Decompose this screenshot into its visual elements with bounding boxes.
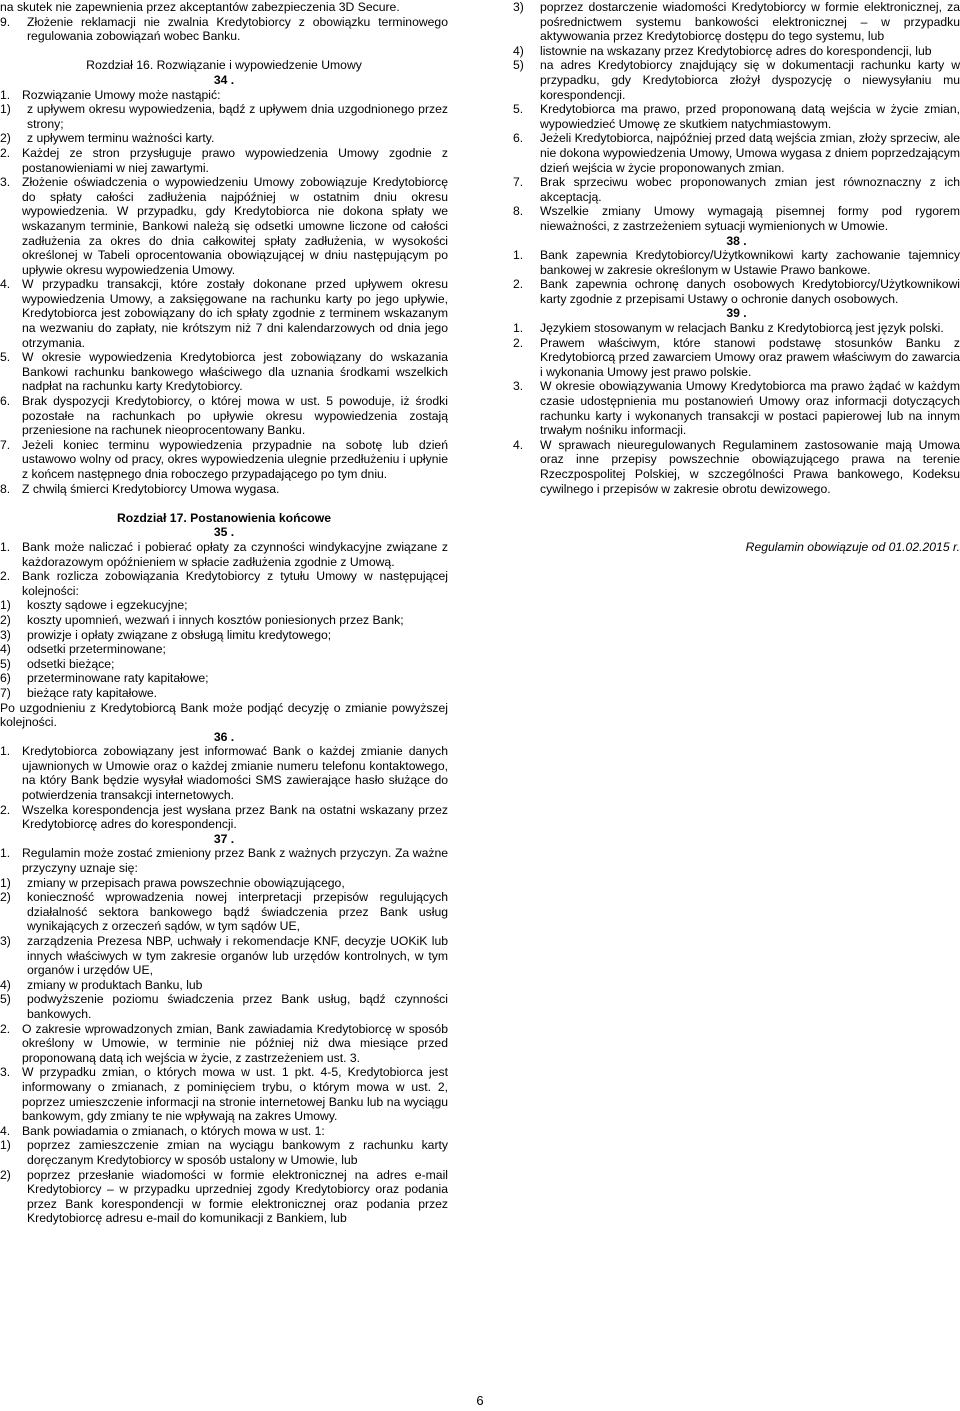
list-number: 7.: [513, 175, 524, 190]
list-text: W okresie obowiązywania Umowy Kredytobiorca ma prawo żądać w każdym czasie udostępnienia mu postanowień Umowy oraz informacji dotyczących rachunku karty i wykonanych transakcji w postaci papierowej lub na innym trwałym nośniku informacji.: [540, 379, 960, 438]
list-item: [513, 44, 960, 59]
list-number: 6.: [513, 131, 524, 146]
list-text: W przypadku zmian, o których mowa w ust. 1 pkt. 4-5, Kredytobiorca jest informowany o zmianach, z pominięciem trybu, o którym mowa w ust. 2, poprzez umieszczenie informacji na stronie internetowej Banku lub na wyciągu bankowym, gdy zmiany te nie wpływają na zakres Umowy.: [22, 1065, 448, 1124]
list-number: 1.: [0, 744, 11, 759]
list-item: [513, 131, 960, 175]
list-number: 4.: [0, 277, 11, 292]
list-number: 5): [513, 58, 524, 73]
list-text: poprzez dostarczenie wiadomości Kredytobiorcy w formie elektronicznej, za pośrednictwem systemu bankowości elektronicznej – w przypadku aktywowania przez Kredytobiorcę dostępu do tego systemu, lub: [540, 0, 960, 44]
list-text: W okresie wypowiedzenia Kredytobiorca jest zobowiązany do wskazania Bankowi rachunku bankowego właściwego dla uznania środkami wszelkich nadpłat na rachunku karty Kredytobiorcy.: [22, 350, 448, 394]
list-number: 2.: [0, 1021, 11, 1036]
list-number: 2): [0, 890, 11, 905]
list-text: Bank rozlicza zobowiązania Kredytobiorcy z tytułu Umowy w następującej kolejności:: [22, 569, 448, 598]
list-number: 7.: [0, 437, 11, 452]
list-item: [0, 1065, 448, 1123]
list-number: 1): [0, 102, 11, 117]
list-item: [513, 438, 960, 496]
list-text: na adres Kredytobiorcy znajdujący się w dokumentacji rachunku karty w przypadku, gdy Kredytobiorca złożył dyspozycję o niewysyłaniu mu korespondencji.: [540, 58, 960, 102]
list-number: 1.: [0, 539, 11, 554]
section-heading: 35 .: [213, 525, 235, 540]
list-number: 2.: [0, 802, 11, 817]
paragraph: na skutek nie zapewnienia przez akceptantów zabezpieczenia 3D Secure.: [0, 0, 400, 14]
list-text: Regulamin może zostać zmieniony przez Bank z ważnych przyczyn. Za ważne przyczyny uznaje się:: [22, 846, 448, 876]
list-text: W sprawach nieuregulowanych Regulaminem zastosowanie mają Umowa oraz inne przepisy powszechnie obowiązującego prawa na terenie Rzeczpospolitej Polskiej, w szczególności Prawa bankowego, Kodeksu cywilnego i przepisów w zakresie obrotu dewizowego.: [540, 437, 960, 496]
list-text: Bank zapewnia ochronę danych osobowych Kredytobiorcy/Użytkownikowi karty zgodnie z przepisami Ustawy o ochronie danych osobowych.: [540, 277, 960, 306]
list-item: [513, 175, 960, 204]
list-item: [0, 657, 448, 672]
list-text: prowizje i opłaty związane z obsługą limitu kredytowego;: [27, 627, 332, 642]
list-text: Rozwiązanie Umowy może nastąpić:: [22, 87, 221, 102]
list-item: [0, 1138, 448, 1167]
list-number: 3.: [513, 379, 524, 394]
list-number: 1.: [0, 87, 11, 102]
list-number: 3.: [0, 1065, 11, 1080]
list-text: odsetki bieżące;: [27, 656, 115, 671]
list-text: Brak dyspozycji Kredytobiorcy, o której mowa w ust. 5 powoduje, iż środki pozostałe na rachunkach po upływie okresu wypowiedzenia zostają przeniesione na rachunek nieoprocentowany Banku.: [22, 394, 448, 438]
list-item: [0, 102, 448, 131]
list-number: 2): [0, 1167, 11, 1182]
list-item: [0, 482, 448, 497]
list-item: [0, 890, 448, 934]
list-item: [513, 0, 960, 44]
list-text: z upływem okresu wypowiedzenia, bądź z upływem dnia uzgodnionego przez strony;: [27, 102, 448, 131]
list-text: przeterminowane raty kapitałowe;: [27, 671, 209, 686]
list-number: 9.: [0, 14, 11, 29]
list-text: poprzez zamieszczenie zmian na wyciągu bankowym z rachunku karty doręczanym Kredytobiorcy w sposób ustalony w Umowie, lub: [27, 1138, 448, 1167]
list-text: Z chwilą śmierci Kredytobiorcy Umowa wygasa.: [22, 481, 280, 496]
effective-date: Regulamin obowiązuje od 01.02.2015 r.: [745, 539, 960, 554]
list-text: Złożenie reklamacji nie zwalnia Kredytobiorcy z obowiązku terminowego regulowania zobowiązań wobec Banku.: [27, 14, 448, 44]
list-text: Złożenie oświadczenia o wypowiedzeniu Umowy zobowiązuje Kredytobiorcę do spłaty całości zadłużenia najpóźniej w ostatnim dniu okresu wypowiedzenia. W przypadku, gdy Kredytobiorca nie dokona spłaty we wskazanym terminie, Bankowi należą się odsetki umowne liczone od całości zadłużenia za okres do dnia całkowitej spłaty zadłużenia, w wysokości określonej w Tabeli oprocentowania obowiązującej w dniu następującym po upływie okresu wypowiedzenia Umowy.: [22, 175, 448, 277]
list-text: Prawem właściwym, które stanowi podstawę stosunków Banku z Kredytobiorcą przed zawarciem Umowy oraz prawem właściwym do zawarcia i wykonania Umowy jest prawo polskie.: [540, 335, 960, 379]
page-number: 6: [476, 1393, 484, 1408]
list-item: [513, 277, 960, 306]
list-text: koszty sądowe i egzekucyjne;: [27, 598, 188, 613]
list-number: 2.: [513, 277, 524, 292]
list-number: 4.: [0, 1123, 11, 1138]
list-text: Bank zapewnia Kredytobiorcy/Użytkownikowi karty zachowanie tajemnicy bankowej w zakresie określonym w Ustawie Prawo bankowe.: [540, 248, 960, 277]
list-item: [0, 569, 448, 598]
list-item: [513, 102, 960, 131]
paragraph: Po uzgodnieniu z Kredytobiorcą Bank może podjąć decyzję o zmianie powyższej kolejności.: [0, 700, 448, 730]
list-item: [0, 1124, 448, 1139]
list-item: [0, 744, 448, 802]
list-item: [0, 146, 448, 175]
list-item: [0, 628, 448, 643]
list-number: 4): [0, 642, 11, 657]
list-number: 2.: [0, 569, 11, 584]
list-number: 5.: [0, 350, 11, 365]
list-number: 3): [0, 934, 11, 948]
list-text: konieczność wprowadzenia nowej interpretacji przepisów regulujących działalność sektora bankowego bądź świadczenia przez Bank usług wynikających z orzeczeń sądów, w tym sądów UE,: [27, 890, 448, 934]
list-number: 1): [0, 875, 11, 890]
list-text: Jeżeli Kredytobiorca, najpóźniej przed datą wejścia zmian, złoży sprzeciw, ale nie dokona wypowiedzenia Umowy, Umowa wygasa z dniem poprzedzającym dzień wejścia w życie proponowanych zmian.: [540, 131, 960, 175]
list-item: [0, 131, 448, 146]
list-text: W przypadku transakcji, które zostały dokonane przed upływem okresu wypowiedzenia Umowy, a zaksięgowane na rachunku karty po jego upływie, Kredytobiorca jest zobowiązany do ich spłaty zgodnie z terminem wskazanym na wezwaniu do zapłaty, nie krótszym niż 7 dni kalendarzowych od dnia jego otrzymania.: [22, 277, 448, 350]
left-column: [0, 0, 448, 1226]
list-item: [0, 992, 448, 1021]
chapter-heading: Rozdział 16. Rozwiązanie i wypowiedzenie Umowy: [86, 58, 362, 73]
list-number: 7): [0, 685, 11, 700]
right-column: [513, 0, 960, 555]
list-item: [0, 175, 448, 277]
list-text: podwyższenie poziomu świadczenia przez Bank usług, bądź czynności bankowych.: [27, 992, 448, 1021]
list-text: Jeżeli koniec terminu wypowiedzenia przypadnie na sobotę lub dzień ustawowo wolny od pracy, okres wypowiedzenia ulegnie przedłużeniu i upłynie z końcem następnego dnia roboczego przypadającego po tym dniu.: [22, 437, 448, 481]
list-item: [0, 277, 448, 350]
list-text: Wszelkie zmiany Umowy wymagają pisemnej formy pod rygorem nieważności, z zastrzeżeniem sytuacji wymienionych w Umowie.: [540, 204, 960, 233]
list-item: [0, 978, 448, 993]
list-number: 1): [0, 1138, 11, 1153]
list-text: Bank powiadamia o zmianach, o których mowa w ust. 1:: [22, 1123, 325, 1138]
list-text: zmiany w przepisach prawa powszechnie obowiązującego,: [27, 875, 345, 890]
list-number: 4): [513, 43, 524, 58]
list-number: 1): [0, 598, 11, 613]
list-item: [0, 88, 448, 103]
list-number: 6.: [0, 394, 11, 409]
list-number: 5.: [513, 102, 524, 117]
list-number: 4.: [513, 437, 524, 452]
list-item: [513, 321, 960, 336]
list-number: 2): [0, 612, 11, 627]
list-item: [513, 248, 960, 277]
list-number: 3): [513, 0, 524, 14]
list-item: [513, 336, 960, 380]
list-number: 2): [0, 131, 11, 146]
list-number: 1.: [513, 321, 524, 336]
section-heading: 37 .: [213, 831, 235, 846]
section-heading: 39 .: [726, 306, 747, 321]
list-item: [0, 15, 448, 44]
list-item: [0, 438, 448, 482]
list-item: [0, 350, 448, 394]
list-text: zarządzenia Prezesa NBP, uchwały i rekomendacje KNF, decyzje UOKiK lub innych właściwych w tym zakresie organów lub urzędów kontrolnych, w tym organów i urzędów UE,: [27, 934, 448, 978]
section-heading: 36 .: [213, 729, 235, 744]
list-text: listownie na wskazany przez Kredytobiorcę adres do korespondencji, lub: [540, 43, 932, 58]
list-item: [0, 394, 448, 438]
list-item: [0, 686, 448, 701]
list-item: [0, 671, 448, 686]
list-item: [0, 934, 448, 978]
list-text: poprzez przesłanie wiadomości w formie elektronicznej na adres e-mail Kredytobiorcy – w przypadku uprzedniej zgody Kredytobiorcy oraz podania przez Bank korespondencji w formie elektronicznej oraz podania przez Kredytobiorcę adresu e-mail do komunikacji z Bankiem, lub: [27, 1167, 448, 1226]
list-number: 8.: [513, 204, 524, 219]
list-item: [0, 803, 448, 832]
list-number: 3): [0, 627, 11, 642]
list-number: 5): [0, 992, 11, 1007]
list-item: [0, 1168, 448, 1226]
list-number: 1.: [0, 846, 11, 861]
list-text: Każdej ze stron przysługuje prawo wypowiedzenia Umowy zgodnie z postanowieniami w niej zawartymi.: [22, 145, 448, 175]
list-number: 2.: [513, 335, 524, 350]
list-text: z upływem terminu ważności karty.: [27, 131, 215, 146]
list-text: Brak sprzeciwu wobec proponowanych zmian jest równoznaczny z ich akceptacją.: [540, 175, 960, 204]
list-text: Językiem stosowanym w relacjach Banku z Kredytobiorcą jest język polski.: [540, 321, 944, 336]
list-item: [513, 58, 960, 102]
list-item: [0, 1022, 448, 1066]
list-text: Bank może naliczać i pobierać opłaty za czynności windykacyjne związane z każdorazowym opóźnieniem w spłacie zadłużenia zgodnie z Umową.: [22, 539, 448, 569]
list-text: bieżące raty kapitałowe.: [27, 685, 158, 700]
list-item: [0, 540, 448, 569]
list-item: [0, 876, 448, 891]
chapter-heading: Rozdział 17. Postanowienia końcowe: [116, 510, 331, 525]
list-item: [513, 204, 960, 233]
list-number: 1.: [513, 248, 524, 263]
section-heading: 38 .: [726, 233, 747, 248]
list-number: 4): [0, 977, 11, 992]
list-number: 6): [0, 671, 11, 686]
list-text: O zakresie wprowadzonych zmian, Bank zawiadamia Kredytobiorcę w sposób określony w Umowie, w terminie nie później niż dwa miesiące przed proponowaną datą ich wejścia w życie, z zastrzeżeniem ust. 3.: [22, 1021, 448, 1065]
section-heading: 34 .: [213, 72, 235, 87]
list-item: [0, 642, 448, 657]
list-item: [0, 613, 448, 628]
list-number: 3.: [0, 175, 11, 190]
list-text: Kredytobiorca ma prawo, przed proponowaną datą wejścia w życie zmian, wypowiedzieć Umowę ze skutkiem natychmiastowym.: [540, 102, 960, 131]
list-item: [513, 379, 960, 437]
list-number: 5): [0, 656, 11, 671]
list-text: Kredytobiorca zobowiązany jest informować Bank o każdej zmianie danych ujawnionych w Umowie oraz o każdej zmianie numeru telefonu kontaktowego, na który Bank będzie wysyłał wiadomości SMS zawierające hasło służące do potwierdzenia transakcji internetowych.: [22, 744, 448, 803]
list-text: zmiany w produktach Banku, lub: [27, 977, 203, 992]
list-item: [0, 846, 448, 875]
list-number: 2.: [0, 145, 11, 160]
list-number: 8.: [0, 481, 11, 496]
list-text: odsetki przeterminowane;: [27, 642, 166, 657]
list-text: koszty upomnień, wezwań i innych kosztów poniesionych przez Bank;: [27, 612, 404, 627]
list-item: [0, 598, 448, 613]
list-text: Wszelka korespondencja jest wysłana przez Bank na ostatni wskazany przez Kredytobiorcę adres do korespondencji.: [22, 802, 448, 832]
